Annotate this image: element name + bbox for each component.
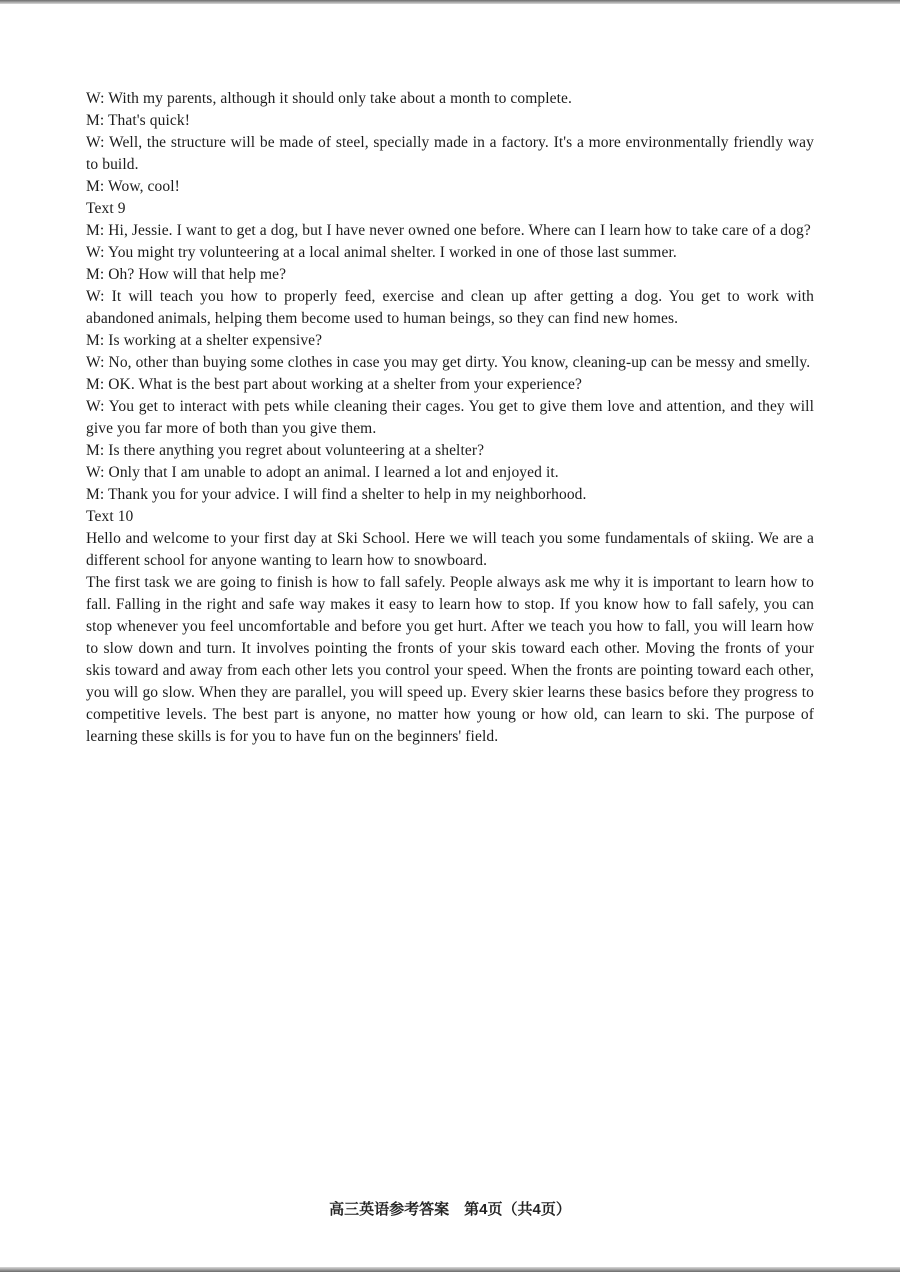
footer-text: 高三英语参考答案 第4页（共4页） <box>329 1201 571 1218</box>
scan-artifact-top <box>0 0 900 4</box>
transcript-paragraph: M: Is working at a shelter expensive? <box>86 332 323 349</box>
transcript-paragraph: M: That's quick! <box>86 112 190 129</box>
transcript-paragraph: W: Well, the structure will be made of steel, specially made in a factory. It's a more environmentally friendly way to build. <box>86 134 814 173</box>
transcript-paragraph: W: You might try volunteering at a local animal shelter. I worked in one of those last summer. <box>86 244 677 261</box>
page-footer <box>0 1198 900 1219</box>
transcript-paragraph: W: Only that I am unable to adopt an animal. I learned a lot and enjoyed it. <box>86 464 559 481</box>
transcript-paragraph: M: Oh? How will that help me? <box>86 266 287 283</box>
transcript-paragraph: M: Thank you for your advice. I will find a shelter to help in my neighborhood. <box>86 486 587 503</box>
transcript-paragraph: W: It will teach you how to properly feed, exercise and clean up after getting a dog. You get to work with abandoned animals, helping them become used to human beings, so they can find new homes. <box>86 288 814 327</box>
transcript-paragraph: W: With my parents, although it should only take about a month to complete. <box>86 90 573 107</box>
transcript-paragraph: M: Is there anything you regret about volunteering at a shelter? <box>86 442 485 459</box>
transcript-paragraph: M: Hi, Jessie. I want to get a dog, but I have never owned one before. Where can I learn how to take care of a dog? <box>86 222 811 239</box>
transcript-paragraph: The first task we are going to finish is how to fall safely. People always ask me why it is important to learn how to fall. Falling in the right and safe way makes it easy to learn how to stop. If you know how to fall safely, you can stop whenever you feel uncomfortable and before you get hurt. After we teach you how to fall, you will learn how to slow down and turn. It involves pointing the fronts of your skis toward each other. Moving the fronts of your skis toward and away from each other lets you control your speed. When the fronts are pointing toward each other, you will go slow. When they are parallel, you will speed up. Every skier learns these basics before they progress to competitive levels. The best part is anyone, no matter how young or how old, can learn to ski. The purpose of learning these skills is for you to have fun on the beginners' field. <box>86 574 814 745</box>
transcript-paragraph: M: OK. What is the best part about working at a shelter from your experience? <box>86 376 582 393</box>
transcript-paragraph: M: Wow, cool! <box>86 178 180 195</box>
transcript-paragraph: W: You get to interact with pets while cleaning their cages. You get to give them love and attention, and they will give you far more of both than you give them. <box>86 398 814 437</box>
transcript-paragraph: W: No, other than buying some clothes in case you may get dirty. You know, cleaning-up can be messy and smelly. <box>86 354 811 371</box>
scan-artifact-bottom <box>0 1267 900 1272</box>
text-section-label: Text 10 <box>86 508 134 525</box>
text-section-label: Text 9 <box>86 200 126 217</box>
transcript-content <box>86 88 814 748</box>
transcript-paragraph: Hello and welcome to your first day at Ski School. Here we will teach you some fundamentals of skiing. We are a different school for anyone wanting to learn how to snowboard. <box>86 530 814 569</box>
